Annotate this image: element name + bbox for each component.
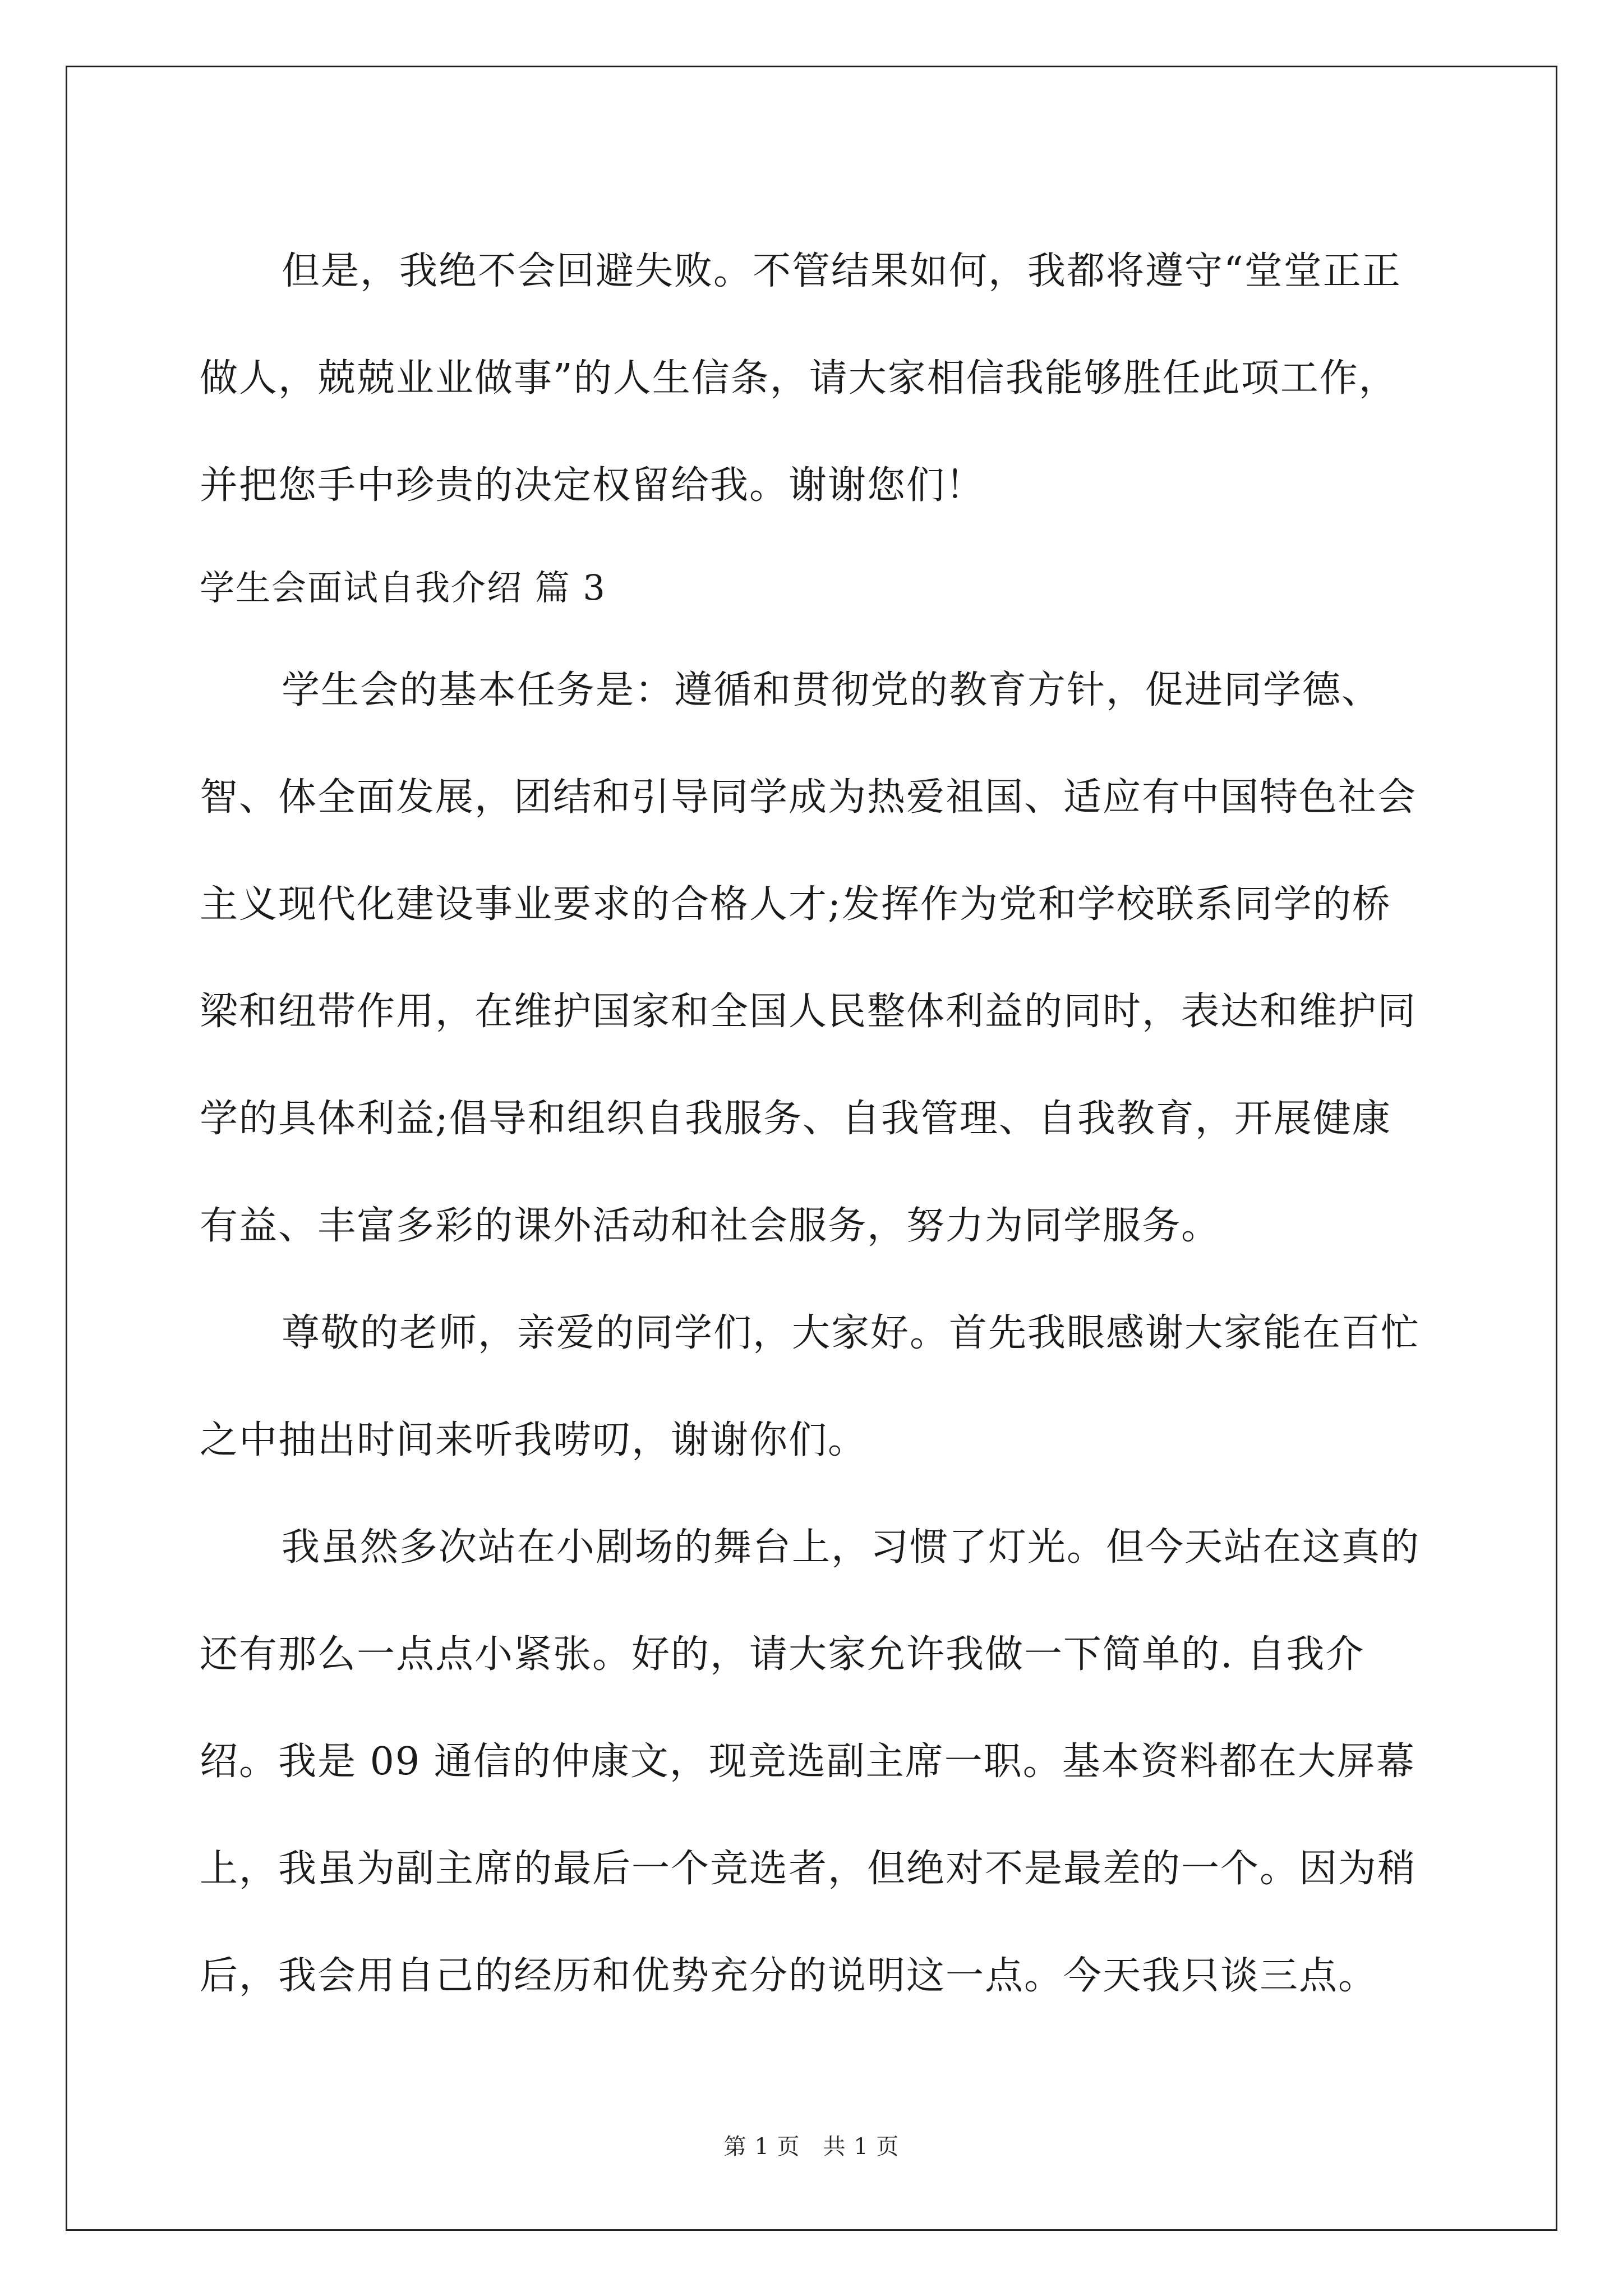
- section-title: 学生会面试自我介绍 篇 3: [200, 567, 606, 608]
- paragraph-closing-statement: 但是，我绝不会回避失败。不管结果如何，我都将遵守“堂堂正正做人，兢兢业业做事”的人生信条，请大家相信我能够胜任此项工作，并把您手中珍贵的决定权留给我。谢谢您们！: [200, 249, 1401, 508]
- document-body: [200, 218, 1422, 2030]
- page-number-footer: 第 1 页 共 1 页: [723, 2134, 900, 2160]
- paragraph-self-introduction: 我虽然多次站在小剧场的舞台上，习惯了灯光。但今天站在这真的还有那么一点点小紧张。好的，请大家允许我做一下简单的. 自我介绍。我是 09 通信的仲康文，现竞选副主席一职。基本资料都在大屏幕上，我虽为副主席的最后一个竞选者，但绝对不是最差的一个。因为稍后，我会用自己的经历和优势充分的说明这一点。今天我只谈三点。: [200, 1525, 1421, 1998]
- paragraph-student-union-tasks: 学生会的基本任务是：遵循和贯彻党的教育方针，促进同学德、智、体全面发展，团结和引导同学成为热爱祖国、适应有中国特色社会主义现代化建设事业要求的合格人才;发挥作为党和学校联系同学的桥梁和纽带作用，在维护国家和全国人民整体利益的同时，表达和维护同学的具体利益;倡导和组织自我服务、自我管理、自我教育，开展健康有益、丰富多彩的课外活动和社会服务，努力为同学服务。: [200, 668, 1417, 1248]
- paragraph-greeting: 尊敬的老师，亲爱的同学们，大家好。首先我眼感谢大家能在百忙之中抽出时间来听我唠叨，谢谢你们。: [200, 1311, 1421, 1462]
